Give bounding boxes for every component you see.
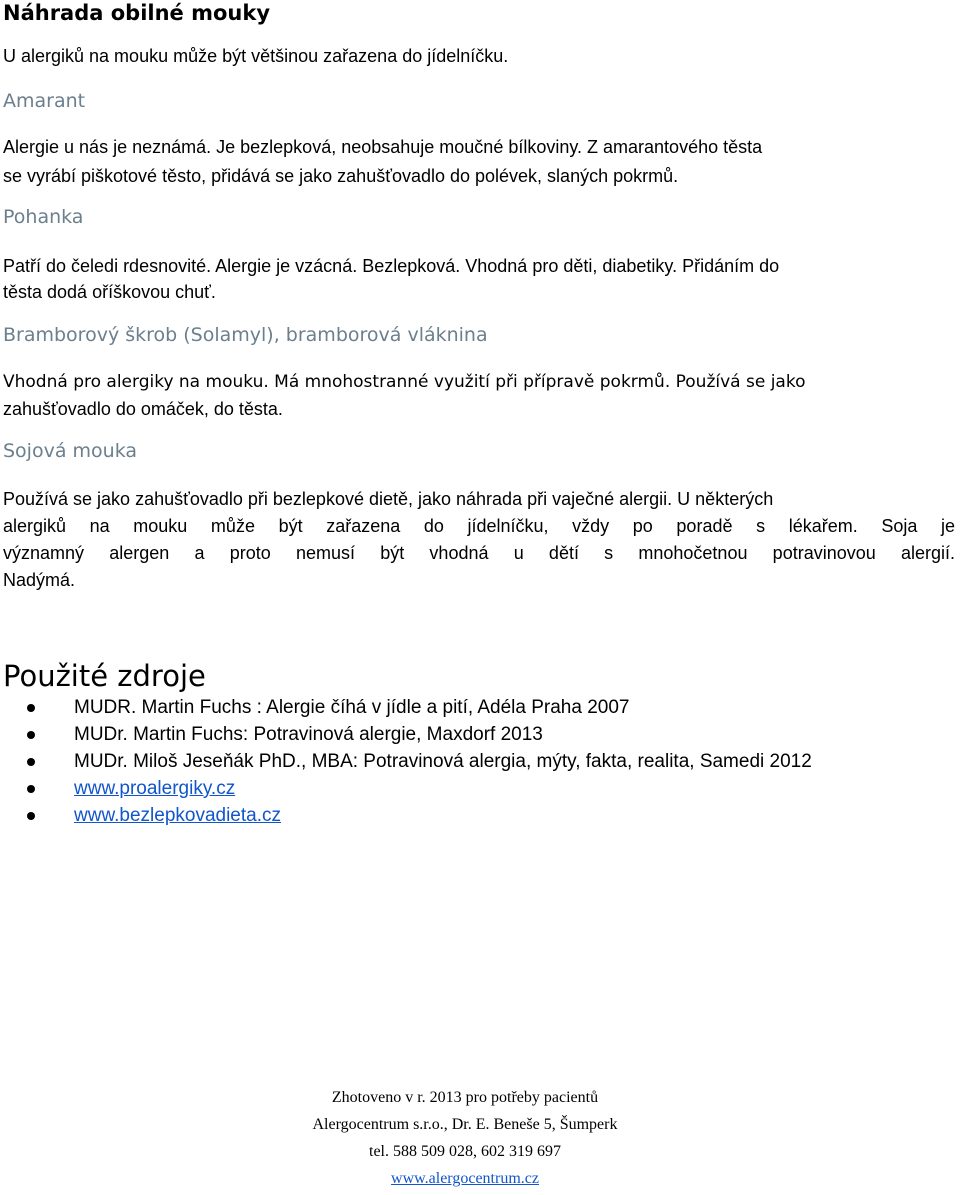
bullet-icon — [27, 704, 35, 712]
intro-text: U alergiků na mouku může být většinou zařazena do jídelníčku. — [3, 46, 509, 66]
footer-line-3: tel. 588 509 028, 602 319 697 — [369, 1143, 561, 1160]
heading-bramborovy-skrob: Bramborový škrob (Solamyl), bramborová vláknina — [3, 324, 488, 346]
source-text: MUDR. Martin Fuchs : Alergie číhá v jídle a pití, Adéla Praha 2007 — [74, 697, 630, 718]
list-item — [0, 802, 812, 829]
link-bezlepkovadieta[interactable]: www.bezlepkovadieta.cz — [74, 805, 281, 826]
sojova-line-2: alergiků na mouku může být zařazena do jídelníčku, vždy po poradě s lékařem. Soja je — [3, 516, 955, 536]
page-title: Náhrada obilné mouky — [3, 1, 271, 25]
sojova-line-3: významný alergen a proto nemusí být vhodná u dětí s mnohočetnou potravinovou alergií. — [3, 543, 955, 563]
sources-list — [0, 694, 812, 829]
footer-link-alergocentrum[interactable]: www.alergocentrum.cz — [391, 1170, 539, 1187]
sojova-line-4: Nadýmá. — [3, 570, 76, 590]
heading-sojova-mouka: Sojová mouka — [3, 440, 138, 462]
list-item — [0, 694, 812, 721]
list-item — [0, 721, 812, 748]
pohanka-line-1: Patří do čeledi rdesnovité. Alergie je vzácná. Bezlepková. Vhodná pro děti, diabetiky. Přidáním do — [3, 256, 780, 276]
footer — [0, 1084, 930, 1192]
sojova-line-1a: Používá se jako zahušťovadlo při bezlepkové dietě, jako náhrada při vaječné alergii. — [3, 489, 673, 509]
bramborovy-line-1: Vhodná pro alergiky na mouku. Má mnohostranné využití při přípravě pokrmů. Používá se jako — [3, 372, 806, 392]
list-item — [0, 775, 812, 802]
bullet-icon — [27, 812, 35, 820]
sources-heading: Použité zdroje — [3, 659, 206, 693]
source-text: MUDr. Miloš Jeseňák PhD., MBA: Potravinová alergia, mýty, fakta, realita, Samedi 2012 — [74, 751, 812, 772]
footer-line-1: Zhotoveno v r. 2013 pro potřeby pacientů — [331, 1089, 599, 1106]
bullet-icon — [27, 785, 35, 793]
footer-line-2: Alergocentrum s.r.o., Dr. E. Beneše 5, Šumperk — [312, 1116, 618, 1133]
link-proalergiky[interactable]: www.proalergiky.cz — [74, 778, 236, 799]
sojova-line-1 — [3, 484, 773, 514]
amarant-line-1: Alergie u nás je neznámá. Je bezlepková, neobsahuje moučné bílkoviny. Z amarantového těsta — [3, 137, 763, 157]
heading-amarant: Amarant — [3, 90, 86, 112]
heading-pohanka: Pohanka — [3, 206, 84, 228]
amarant-line-2: se vyrábí piškotové těsto, přidává se jako zahušťovadlo do polévek, slaných pokrmů. — [3, 166, 679, 186]
bullet-icon — [27, 731, 35, 739]
list-item — [0, 748, 812, 775]
pohanka-line-2: těsta dodá oříškovou chuť. — [3, 282, 216, 302]
bramborovy-line-2: zahušťovadlo do omáček, do těsta. — [3, 399, 283, 419]
sojova-line-1b: U některých — [677, 489, 774, 509]
source-text: MUDr. Martin Fuchs: Potravinová alergie, Maxdorf 2013 — [74, 724, 543, 745]
bullet-icon — [27, 758, 35, 766]
